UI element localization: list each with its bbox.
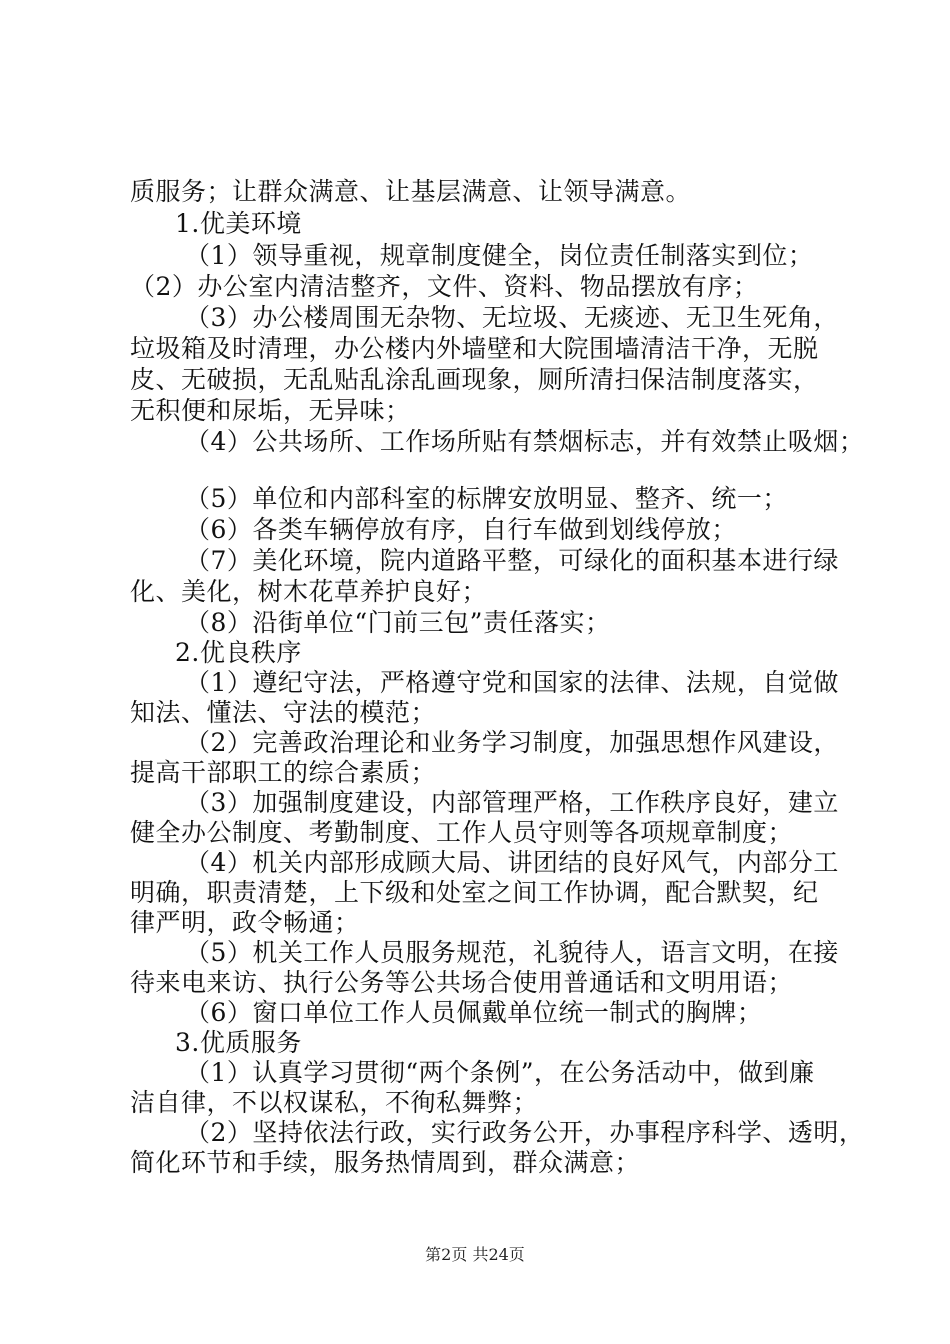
text-line: （1）遵纪守法，严格遵守党和国家的法律、法规，自觉做 — [185, 668, 839, 697]
text-line: 皮、无破损，无乱贴乱涂乱画现象，厕所清扫保洁制度落实， — [130, 365, 819, 394]
text-line: （2）完善政治理论和业务学习制度，加强思想作风建设， — [185, 728, 839, 757]
text-line: （4）公共场所、工作场所贴有禁烟标志，并有效禁止吸烟； — [185, 427, 865, 456]
text-line: 提高干部职工的综合素质； — [130, 758, 437, 787]
text-line: 垃圾箱及时清理，办公楼内外墙壁和大院围墙清洁干净，无脱 — [130, 334, 819, 363]
text-line: 律严明，政令畅通； — [130, 908, 360, 937]
text-line: （4）机关内部形成顾大局、讲团结的良好风气，内部分工 — [185, 848, 839, 877]
text-line: 无积便和尿垢，无异味； — [130, 396, 411, 425]
page-number-footer: 第2页 共24页 — [425, 1245, 525, 1264]
text-line: （6）各类车辆停放有序，自行车做到划线停放； — [185, 515, 737, 544]
text-line: 知法、懂法、守法的模范； — [130, 698, 437, 727]
text-line: 待来电来访、执行公务等公共场合使用普通话和文明用语； — [130, 968, 794, 997]
text-line: （1）认真学习贯彻“两个条例”，在公务活动中，做到廉 — [185, 1058, 815, 1087]
text-line: （3）办公楼周围无杂物、无垃圾、无痰迹、无卫生死角， — [185, 303, 839, 332]
section-heading: 2.优良秩序 — [175, 638, 302, 667]
text-line: （2）坚持依法行政，实行政务公开，办事程序科学、透明， — [185, 1118, 865, 1147]
text-line: （7）美化环境，院内道路平整，可绿化的面积基本进行绿 — [185, 546, 839, 575]
section-heading: 1.优美环境 — [175, 209, 302, 238]
text-line: （6）窗口单位工作人员佩戴单位统一制式的胸牌； — [185, 998, 763, 1027]
text-line: 质服务；让群众满意、让基层满意、让领导满意。 — [130, 177, 692, 206]
text-line: （2）办公室内清洁整齐，文件、资料、物品摆放有序； — [130, 272, 759, 301]
text-line: （5）单位和内部科室的标牌安放明显、整齐、统一； — [185, 484, 788, 513]
text-line: 化、美化，树木花草养护良好； — [130, 577, 488, 606]
text-line: 简化环节和手续，服务热情周到，群众满意； — [130, 1148, 641, 1177]
text-line: （8）沿街单位“门前三包”责任落实； — [185, 608, 611, 637]
text-line: 明确，职责清楚，上下级和处室之间工作协调，配合默契，纪 — [130, 878, 819, 907]
section-heading: 3.优质服务 — [175, 1028, 302, 1057]
text-line: 健全办公制度、考勤制度、工作人员守则等各项规章制度； — [130, 818, 794, 847]
text-line: （1）领导重视，规章制度健全，岗位责任制落实到位； — [185, 241, 814, 270]
text-line: 洁自律，不以权谋私，不徇私舞弊； — [130, 1088, 539, 1117]
text-line: （3）加强制度建设，内部管理严格，工作秩序良好，建立 — [185, 788, 839, 817]
text-line: （5）机关工作人员服务规范，礼貌待人，语言文明，在接 — [185, 938, 839, 967]
